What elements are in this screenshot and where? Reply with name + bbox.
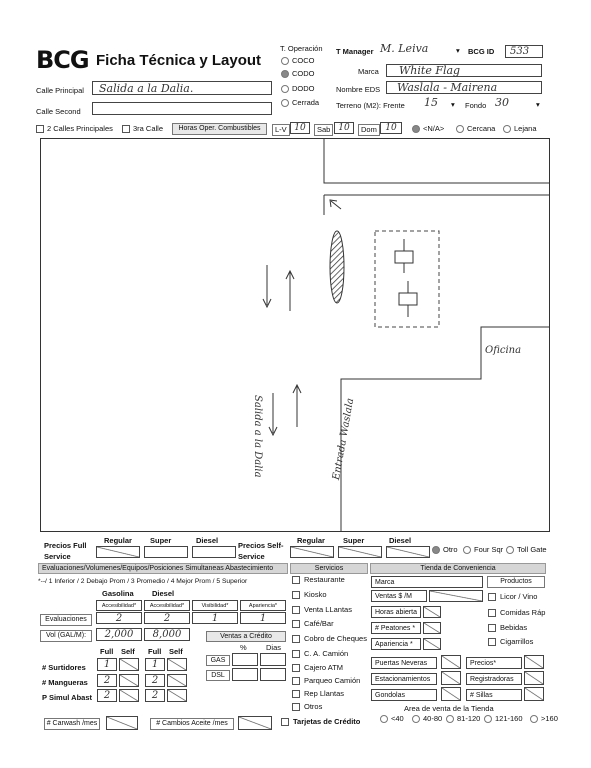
registradoras-label: Registradoras <box>470 676 514 683</box>
bebidas-checkbox[interactable] <box>488 624 496 632</box>
registradoras-value[interactable] <box>524 671 544 685</box>
form-title: Ficha Técnica y Layout <box>96 52 262 69</box>
comidas-checkbox[interactable] <box>488 609 496 617</box>
bcg-logo: BCG <box>36 46 89 74</box>
area-venta-label: Area de venta de la Tienda <box>404 704 494 713</box>
peatones-field[interactable] <box>371 622 421 634</box>
op-codo[interactable]: CODO <box>281 69 315 79</box>
eval-legend: *--/ 1 Inferior / 2 Debajo Prom / 3 Promedio / 4 Mejor Prom / 5 Superior <box>38 578 248 585</box>
gondolas-field[interactable] <box>371 689 437 701</box>
simul-full-dsl[interactable]: 2 <box>145 689 165 702</box>
surt-full-dsl[interactable]: 1 <box>145 658 165 671</box>
t-manager-label: T Manager <box>336 47 374 56</box>
horas-value[interactable] <box>423 606 441 618</box>
self-gas-label: Self <box>121 647 135 656</box>
fondo-dropdown-icon[interactable]: ▾ <box>536 100 540 109</box>
full-super-field[interactable] <box>144 546 188 558</box>
area-opt-5[interactable]: >160 <box>530 714 558 724</box>
ventas-credito-button[interactable]: Ventas a Crédito <box>206 631 286 642</box>
surt-full-gas[interactable]: 1 <box>97 658 117 671</box>
surt-self-gas[interactable] <box>119 658 139 671</box>
serv-llantas-checkbox[interactable] <box>292 606 300 614</box>
tarjetas-checkbox[interactable] <box>281 718 289 726</box>
full-dsl-label: Full <box>148 647 162 656</box>
gasolina-label: Gasolina <box>102 589 134 598</box>
horas-label: Horas abierta <box>375 609 418 616</box>
serv-otros-checkbox[interactable] <box>292 703 300 711</box>
gas-credito-pct[interactable] <box>232 653 258 666</box>
sab-label: Sab <box>314 124 333 136</box>
col-accesibilidad-dsl: Accesibilidad* <box>144 600 190 611</box>
self-diesel-field[interactable] <box>386 546 430 558</box>
fondo-label: Fondo <box>465 101 487 110</box>
calle-principal-field[interactable]: Salida a la Dalia. <box>92 81 272 95</box>
dsl-credito-label: DSL <box>206 670 230 681</box>
op-cerrada[interactable]: Cerrada <box>281 98 319 108</box>
sillas-value[interactable] <box>524 687 544 701</box>
price-col-super: Super <box>150 536 172 545</box>
price-opt-four[interactable]: Four Sqr <box>463 545 503 555</box>
t-manager-dropdown-icon[interactable]: ▾ <box>456 46 460 55</box>
registradoras-field[interactable] <box>466 673 522 685</box>
frente-dropdown-icon[interactable]: ▾ <box>451 100 455 109</box>
t-manager-value[interactable]: M. Leiva <box>380 42 429 55</box>
serv-camion-checkbox[interactable] <box>292 650 300 658</box>
prox-cercana[interactable]: Cercana <box>456 124 495 134</box>
serv-camion-label: C. A. Camión <box>304 649 349 658</box>
dom-field[interactable]: 10 <box>380 122 402 134</box>
tercera-calle-checkbox[interactable] <box>122 125 130 133</box>
precios-value[interactable] <box>524 655 544 669</box>
tarjetas-label: Tarjetas de Crédito <box>293 717 361 726</box>
prox-na[interactable]: <N/A> <box>412 124 444 134</box>
gondolas-label: Gondolas <box>375 692 405 699</box>
price-col-regular: Regular <box>104 536 132 545</box>
prox-lejana[interactable]: Lejana <box>503 124 537 134</box>
area-opt-2[interactable]: 40-80 <box>412 714 442 724</box>
col-accesibilidad-gas: Accesibilidad* <box>96 600 142 611</box>
price-opt-toll[interactable]: Toll Gate <box>506 545 547 555</box>
precios-self-label: Precios Self-Service <box>238 541 284 561</box>
mang-self-dsl[interactable] <box>167 674 187 687</box>
productos-button[interactable]: Productos <box>487 576 545 588</box>
horas-field[interactable] <box>371 606 421 618</box>
cambios-label: # Cambios Aceite /mes <box>150 718 234 730</box>
gas-credito-dias[interactable] <box>260 653 286 666</box>
simul-self-dsl[interactable] <box>167 689 187 702</box>
licor-label: Licor / Vino <box>500 592 538 601</box>
serv-parqueo-label: Parqueo Camión <box>304 676 361 685</box>
gas-credito-label: GAS <box>206 655 230 666</box>
ventas-label: Ventas $ /M <box>375 593 412 600</box>
sillas-field[interactable] <box>466 689 522 701</box>
serv-atm-label: Cajero ATM <box>304 663 344 672</box>
carwash-field[interactable] <box>106 716 138 730</box>
apariencia-value[interactable] <box>423 638 441 650</box>
sab-field[interactable]: 10 <box>334 122 354 134</box>
pct-label: % <box>240 643 247 652</box>
serv-rep-checkbox[interactable] <box>292 690 300 698</box>
self-regular-field[interactable] <box>290 546 334 558</box>
calles-principales-checkbox[interactable] <box>36 125 44 133</box>
mangueras-label: # Mangueras <box>42 678 88 687</box>
marca-label: Marca <box>358 67 379 76</box>
simul-label: P Simul Abast <box>42 693 93 702</box>
neveras-label: Puertas Neveras <box>375 660 428 667</box>
serv-restaurante-checkbox[interactable] <box>292 576 300 584</box>
comidas-label: Comidas Ráp <box>500 608 546 617</box>
evaluaciones-button[interactable]: Evaluaciones <box>40 614 92 626</box>
vol-button[interactable]: Vol (GAL/M): <box>40 630 92 642</box>
marca-field[interactable]: White Flag <box>386 64 542 77</box>
area-opt-1[interactable]: <40 <box>380 714 404 724</box>
tienda-marca-field[interactable] <box>371 576 483 588</box>
tercera-calle-label: 3ra Calle <box>133 124 164 133</box>
simul-self-gas[interactable] <box>119 689 139 702</box>
diesel-label: Diesel <box>152 589 175 598</box>
eval-acc-dsl[interactable]: 2 <box>144 612 190 624</box>
full-regular-field[interactable] <box>96 546 140 558</box>
col-visibilidad: Visibilidad* <box>192 600 238 611</box>
serv-otros-label: Otros <box>304 702 323 711</box>
neveras-value[interactable] <box>441 655 461 669</box>
entrada-road-label: Entrada Waslala <box>331 397 357 481</box>
mang-full-gas[interactable]: 2 <box>97 674 117 687</box>
bebidas-label: Bebidas <box>500 623 528 632</box>
apariencia-field[interactable] <box>371 638 421 650</box>
cambios-field[interactable] <box>238 716 272 730</box>
servicios-header[interactable]: Servicios <box>290 563 368 574</box>
bcg-id-label: BCG ID <box>468 47 495 56</box>
precios-label: Precios* <box>470 660 497 667</box>
serv-restaurante-label: Restaurante <box>304 575 345 584</box>
mang-full-dsl[interactable]: 2 <box>145 674 165 687</box>
surt-self-dsl[interactable] <box>167 658 187 671</box>
serv-kiosko-checkbox[interactable] <box>292 591 300 599</box>
op-dodo[interactable]: DODO <box>281 84 315 94</box>
ventas-value[interactable] <box>429 590 483 602</box>
area-opt-3[interactable]: 81-120 <box>446 714 480 724</box>
tienda-header[interactable]: Tienda de Conveniencia <box>370 563 546 574</box>
bcg-id-field[interactable]: 533 <box>505 45 543 58</box>
eval-visibilidad[interactable]: 1 <box>192 612 238 624</box>
area-opt-4[interactable]: 121-160 <box>484 714 523 724</box>
nombre-eds-field[interactable]: Waslala - Mairena <box>386 81 542 94</box>
self-super-field[interactable] <box>338 546 382 558</box>
ventas-field[interactable] <box>371 590 427 602</box>
peatones-label: # Peatones * <box>375 625 416 632</box>
apariencia-label: Apariencia * <box>375 641 413 648</box>
oficina-label: Oficina <box>485 345 522 356</box>
col-apariencia: Apariencia* <box>240 600 286 611</box>
tienda-marca-label: Marca <box>375 579 395 586</box>
estacionamientos-label: Estacionamientos <box>375 676 431 683</box>
serv-llantas-label: Venta LLantas <box>304 605 352 614</box>
simul-full-gas[interactable]: 2 <box>97 689 117 702</box>
cigarrillos-checkbox[interactable] <box>488 638 496 646</box>
serv-rep-label: Rep Llantas <box>304 689 345 698</box>
operacion-label: T. Operación <box>280 44 323 53</box>
price-col-diesel: Diesel <box>196 536 219 545</box>
salida-road-label: Salida a la Dalia <box>252 395 263 478</box>
full-diesel-field[interactable] <box>192 546 236 558</box>
layout-sketch-canvas[interactable] <box>40 138 550 532</box>
estacionamientos-value[interactable] <box>441 671 461 685</box>
self-col-super: Super <box>343 536 365 545</box>
precios-full-label: Precios Full Service <box>44 541 87 561</box>
vol-dsl[interactable]: 8,000 <box>144 628 190 641</box>
price-opt-otro[interactable]: Otro <box>432 545 458 555</box>
serv-kiosko-label: Kiosko <box>304 590 327 599</box>
eval-apariencia[interactable]: 1 <box>240 612 286 624</box>
serv-cafe-label: Café/Bar <box>304 619 334 628</box>
full-gas-label: Full <box>100 647 114 656</box>
op-coco[interactable]: COCO <box>281 56 315 66</box>
gondolas-value[interactable] <box>441 687 461 701</box>
self-dsl-label: Self <box>169 647 183 656</box>
calle-principal-label: Calle Principal <box>36 86 84 95</box>
site-drawing <box>41 139 550 532</box>
calle-second-label: Calle Second <box>36 107 81 116</box>
serv-cheques-checkbox[interactable] <box>292 635 300 643</box>
frente-value[interactable]: 15 <box>424 96 438 109</box>
serv-cafe-checkbox[interactable] <box>292 620 300 628</box>
self-col-diesel: Diesel <box>389 536 412 545</box>
serv-parqueo-checkbox[interactable] <box>292 677 300 685</box>
vol-gas[interactable]: 2,000 <box>96 628 142 641</box>
surtidores-label: # Surtidores <box>42 663 86 672</box>
peatones-value[interactable] <box>423 622 441 634</box>
lv-label: L-V <box>272 124 290 136</box>
eval-acc-gas[interactable]: 2 <box>96 612 142 624</box>
mang-self-gas[interactable] <box>119 674 139 687</box>
fondo-value[interactable]: 30 <box>495 96 509 109</box>
calles-principales-label: 2 Calles Principales <box>47 124 113 133</box>
serv-atm-checkbox[interactable] <box>292 664 300 672</box>
dsl-credito-dias[interactable] <box>260 668 286 681</box>
lv-field[interactable]: 10 <box>290 122 310 134</box>
dias-label: Dias <box>266 643 282 652</box>
dsl-credito-pct[interactable] <box>232 668 258 681</box>
terreno-label: Terreno (M2): Frente <box>336 101 405 110</box>
neveras-field[interactable] <box>371 657 437 669</box>
carwash-label: # Carwash /mes <box>44 718 100 730</box>
evaluaciones-bar[interactable]: Evaluaciones/Volumenes/Equipos/Posiciones Simultaneas Abastecimiento <box>38 563 288 574</box>
horas-oper-button[interactable]: Horas Oper. Combustibles <box>172 123 267 135</box>
nombre-eds-label: Nombre EDS <box>336 85 381 94</box>
licor-checkbox[interactable] <box>488 593 496 601</box>
precios-field[interactable] <box>466 657 522 669</box>
estacionamientos-field[interactable] <box>371 673 437 685</box>
dom-label: Dom <box>358 124 380 136</box>
cigarrillos-label: Cigarrillos <box>500 637 534 646</box>
serv-cheques-label: Cobro de Cheques <box>304 634 367 643</box>
sillas-label: # Sillas <box>470 692 493 699</box>
self-col-regular: Regular <box>297 536 325 545</box>
calle-second-field[interactable] <box>92 102 272 115</box>
